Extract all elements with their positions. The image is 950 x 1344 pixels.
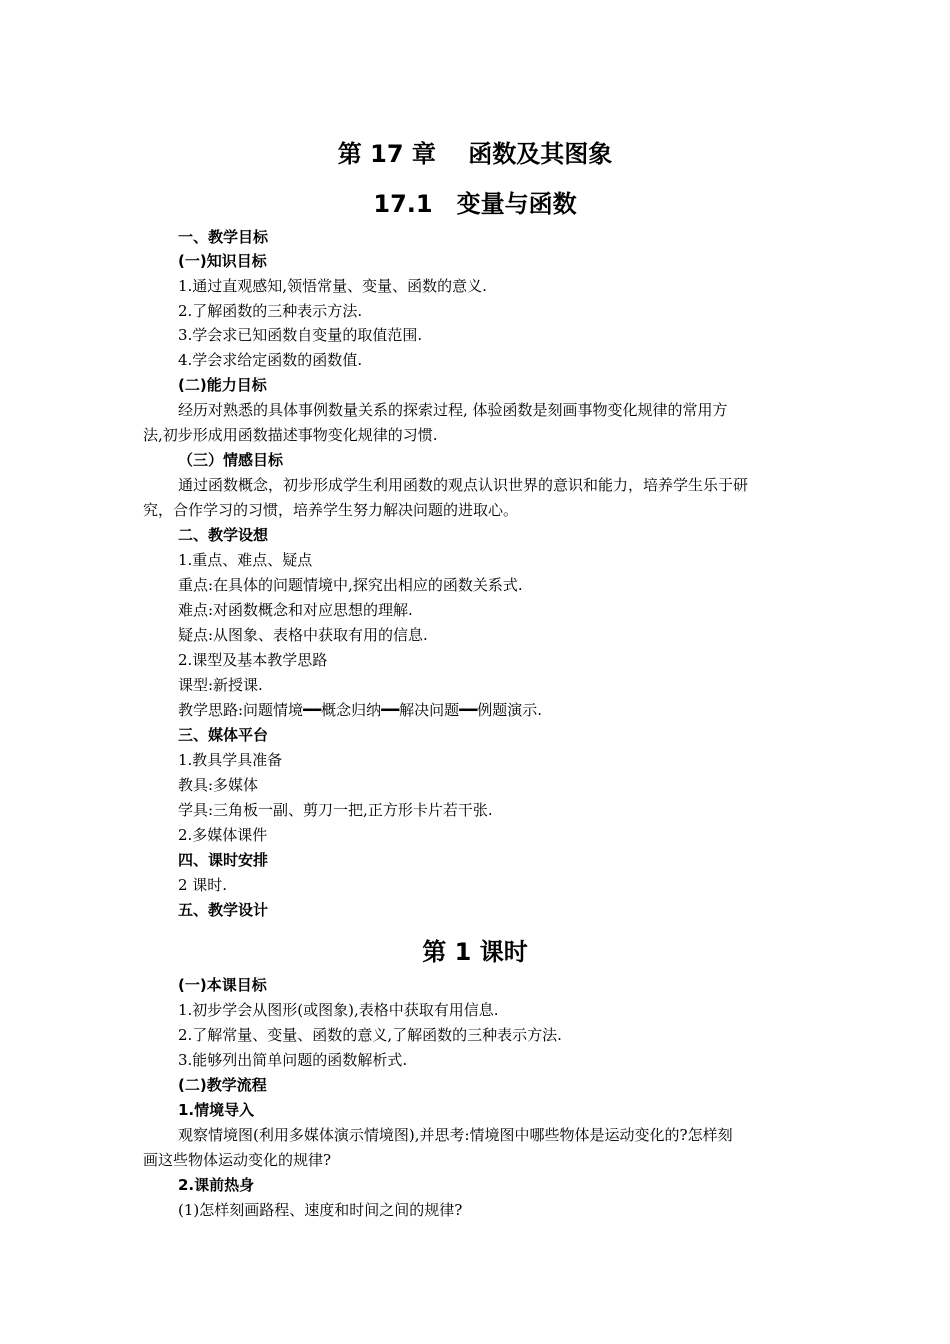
design-key-point: 重点:在具体的问题情境中,探究出相应的函数关系式. (178, 576, 523, 594)
lesson-title: 第 1 课时 (422, 938, 528, 966)
lesson-goal-3: 3.能够列出简单问题的函数解析式. (178, 1051, 408, 1069)
flow-step-2-line-1: (1)怎样刻画路程、速度和时间之间的规律? (178, 1201, 463, 1219)
heading-teaching-goals: 一、教学目标 (178, 228, 269, 246)
knowledge-item-4: 4.学会求给定函数的函数值. (178, 351, 363, 369)
media-item-2: 2.多媒体课件 (178, 826, 268, 844)
flow-step-1-line-2: 画这些物体运动变化的规律? (143, 1151, 332, 1169)
lesson-goal-2: 2.了解常量、变量、函数的意义,了解函数的三种表示方法. (178, 1026, 562, 1044)
schedule-hours: 2 课时. (178, 876, 228, 894)
chapter-title: 第 17 章 函数及其图象 (337, 140, 613, 168)
design-item-2: 2.课型及基本教学思路 (178, 651, 328, 669)
emotion-paragraph-line-2: 究，合作学习的习惯，培养学生努力解决问题的进取心。 (143, 501, 519, 519)
subheading-knowledge-goals: (一)知识目标 (178, 252, 267, 270)
heading-teaching-design: 五、教学设计 (178, 901, 269, 919)
knowledge-item-2: 2.了解函数的三种表示方法. (178, 302, 363, 320)
flow-step-1-heading: 1.情境导入 (178, 1101, 255, 1119)
ability-paragraph-line-2: 法,初步形成用函数描述事物变化规律的习惯. (143, 426, 438, 444)
heading-teaching-design-ideas: 二、教学设想 (178, 526, 269, 544)
media-student-tools: 学具:三角板一副、剪刀一把,正方形卡片若干张. (178, 801, 493, 819)
subheading-ability-goals: (二)能力目标 (178, 376, 267, 394)
subheading-emotion-goals: （三）情感目标 (178, 451, 284, 469)
section-title: 17.1 变量与函数 (373, 190, 577, 218)
flow-step-2-heading: 2.课前热身 (178, 1176, 255, 1194)
heading-media-platform: 三、媒体平台 (178, 726, 269, 744)
flow-step-1-line-1: 观察情境图(利用多媒体演示情境图),并思考:情境图中哪些物体是运动变化的?怎样刻 (178, 1126, 733, 1144)
emotion-paragraph-line-1: 通过函数概念，初步形成学生利用函数的观点认识世界的意识和能力，培养学生乐于研 (178, 476, 749, 494)
media-item-1: 1.教具学具准备 (178, 751, 283, 769)
design-lesson-type: 课型:新授课. (178, 676, 263, 694)
subheading-teaching-flow: (二)教学流程 (178, 1076, 267, 1094)
design-teaching-approach: 教学思路:问题情境━━概念归纳━━解决问题━━例题演示. (178, 701, 543, 719)
lesson-goal-1: 1.初步学会从图形(或图象),表格中获取有用信息. (178, 1001, 499, 1019)
design-doubt: 疑点:从图象、表格中获取有用的信息. (178, 626, 428, 644)
heading-schedule: 四、课时安排 (178, 851, 269, 869)
design-item-1: 1.重点、难点、疑点 (178, 551, 313, 569)
knowledge-item-3: 3.学会求已知函数自变量的取值范围. (178, 326, 423, 344)
ability-paragraph-line-1: 经历对熟悉的具体事例数量关系的探索过程, 体验函数是刻画事物变化规律的常用方 (178, 401, 728, 419)
knowledge-item-1: 1.通过直观感知,领悟常量、变量、函数的意义. (178, 277, 487, 295)
design-difficulty: 难点:对函数概念和对应思想的理解. (178, 601, 413, 619)
subheading-lesson-goals: (一)本课目标 (178, 976, 267, 994)
media-teaching-aids: 教具:多媒体 (178, 776, 259, 794)
